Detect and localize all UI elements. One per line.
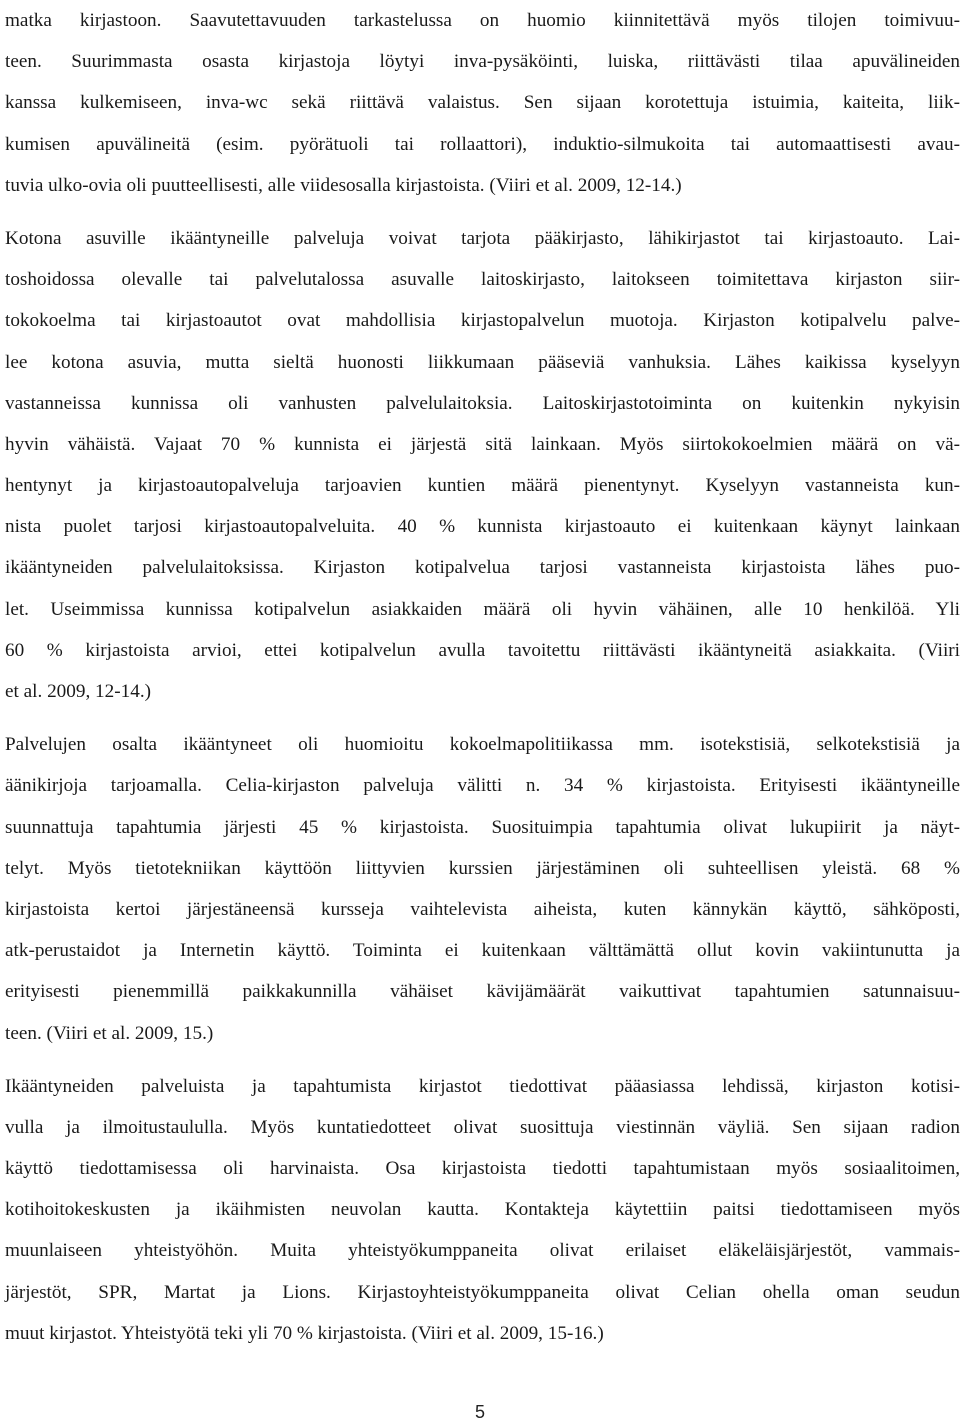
text-line: teen. (Viiri et al. 2009, 15.) <box>5 1022 214 1044</box>
text-line: äänikirjoja tarjoamalla. Celia-kirjaston palveluja välitti n. 34 % kirjastoista. Erityisesti ikääntyneille <box>5 775 960 797</box>
text-line: kanssa kulkemiseen, inva-wc sekä riittävä valaistus. Sen sijaan korotettuja istuimia, kaiteita, liik- <box>5 92 960 114</box>
paragraph-accessibility <box>5 0 960 206</box>
text-line: muunlaiseen yhteistyöhön. Muita yhteistyökumppaneita olivat erilaiset eläkeläisjärjestöt, vammais- <box>5 1240 960 1262</box>
text-line: atk-perustaidot ja Internetin käyttö. Toiminta ei kuitenkaan välttämättä ollut kovin vakiintunutta ja <box>5 940 960 962</box>
text-line: toshoidossa olevalle tai palvelutalossa asuvalle laitoskirjasto, laitokseen toimitettava kirjaston siir- <box>5 269 960 291</box>
text-line: järjestöt, SPR, Martat ja Lions. Kirjastoyhteistyökumppaneita olivat Celian ohella oman seudun <box>5 1281 960 1303</box>
text-line: vulla ja ilmoitustaululla. Myös kuntatiedotteet olivat suosittuja viestinnän väyliä. Sen sijaan radion <box>5 1116 960 1138</box>
text-line: teen. Suurimmasta osasta kirjastoja löytyi inva-pysäköinti, luiska, riittävästi tilaa apuvälineiden <box>5 51 960 73</box>
paragraph-gap <box>5 1054 960 1066</box>
text-line: vastanneissa kunnissa oli vanhusten palvelulaitoksia. Laitoskirjastotoiminta on kuitenkin nykyisin <box>5 392 960 414</box>
text-line: muut kirjastot. Yhteistyötä teki yli 70 % kirjastoista. (Viiri et al. 2009, 15-16.) <box>5 1322 604 1344</box>
text-line: kumisen apuvälineitä (esim. pyörätuoli tai rollaattori), induktio-silmukoita tai automaattisesti avau- <box>5 133 960 155</box>
text-line: lee kotona asuvia, mutta sieltä huonosti liikkumaan pääseviä vanhuksia. Lähes kaikissa kyselyyn <box>5 351 960 373</box>
paragraph-gap <box>5 712 960 724</box>
text-line: Palvelujen osalta ikääntyneet oli huomioitu kokoelmapolitiikassa mm. isotekstisiä, selkotekstisiä ja <box>5 734 960 756</box>
document-page <box>5 0 960 1354</box>
text-line: Ikääntyneiden palveluista ja tapahtumista kirjastot tiedottivat pääasiassa lehdissä, kirjaston kotisi- <box>5 1075 960 1097</box>
text-line: 60 % kirjastoista arvioi, ettei kotipalvelun avulla tavoitettu riittävästi ikääntyneitä asiakkaita. (Viiri <box>5 639 960 661</box>
text-line: let. Useimmissa kunnissa kotipalvelun asiakkaiden määrä oli hyvin vähäinen, alle 10 henkilöä. Yli <box>5 598 960 620</box>
paragraph-collections-events <box>5 724 960 1054</box>
text-line: telyt. Myös tietotekniikan käyttöön liittyvien kurssien järjestäminen oli suhteellisen yleistä. 68 % <box>5 857 960 879</box>
text-line: nista puolet tarjosi kirjastoautopalveluita. 40 % kunnista kirjastoauto ei kuitenkaan käynyt lainkaan <box>5 516 960 538</box>
text-line: matka kirjastoon. Saavutettavuuden tarkastelussa on huomio kiinnitettävä myös tilojen toimivuu- <box>5 10 960 31</box>
text-line: kirjastoista kertoi järjestäneensä kursseja vaihtelevista aiheista, kuten kännykän käyttö, sähköposti, <box>5 898 960 920</box>
text-line: tuvia ulko-ovia oli puutteellisesti, alle viidesosalla kirjastoista. (Viiri et al. 2009, 12-14.) <box>5 174 682 196</box>
text-line: et al. 2009, 12-14.) <box>5 681 152 702</box>
text-line: ikääntyneiden palvelulaitoksissa. Kirjaston kotipalvelua tarjosi vastanneista kirjastoista lähes puo- <box>5 557 960 579</box>
text-line: hyvin vähäistä. Vajaat 70 % kunnista ei järjestä sitä lainkaan. Myös siirtokokoelmien määrä on vä- <box>5 433 960 455</box>
text-line: Kotona asuville ikääntyneille palveluja voivat tarjota pääkirjasto, lähikirjastot tai kirjastoauto. Lai- <box>5 227 960 249</box>
page-number: 5 <box>474 1402 485 1422</box>
text-line: käyttö tiedottamisessa oli harvinaista. Osa kirjastoista tiedotti tapahtumistaan myös sosiaalitoimen, <box>5 1158 960 1180</box>
text-line: tokokoelma tai kirjastoautot ovat mahdollisia kirjastopalvelun muotoja. Kirjaston kotipalvelu palve- <box>5 310 960 332</box>
paragraph-communication <box>5 1066 960 1354</box>
text-line: suunnattuja tapahtumia järjesti 45 % kirjastoista. Suosituimpia tapahtumia olivat lukupiirit ja näyt- <box>5 816 960 838</box>
text-line: erityisesti pienemmillä paikkakunnilla vähäiset kävijämäärät vaikuttivat tapahtumien satunnaisuu- <box>5 981 960 1003</box>
paragraph-gap <box>5 206 960 218</box>
text-line: kotihoitokeskusten ja ikäihmisten neuvolan kautta. Kontakteja käytettiin paitsi tiedottamiseen myös <box>5 1199 960 1221</box>
paragraph-home-services <box>5 218 960 712</box>
text-line: hentynyt ja kirjastoautopalveluja tarjoavien kuntien määrä pienentynyt. Kyselyyn vastanneista kun- <box>5 475 960 497</box>
